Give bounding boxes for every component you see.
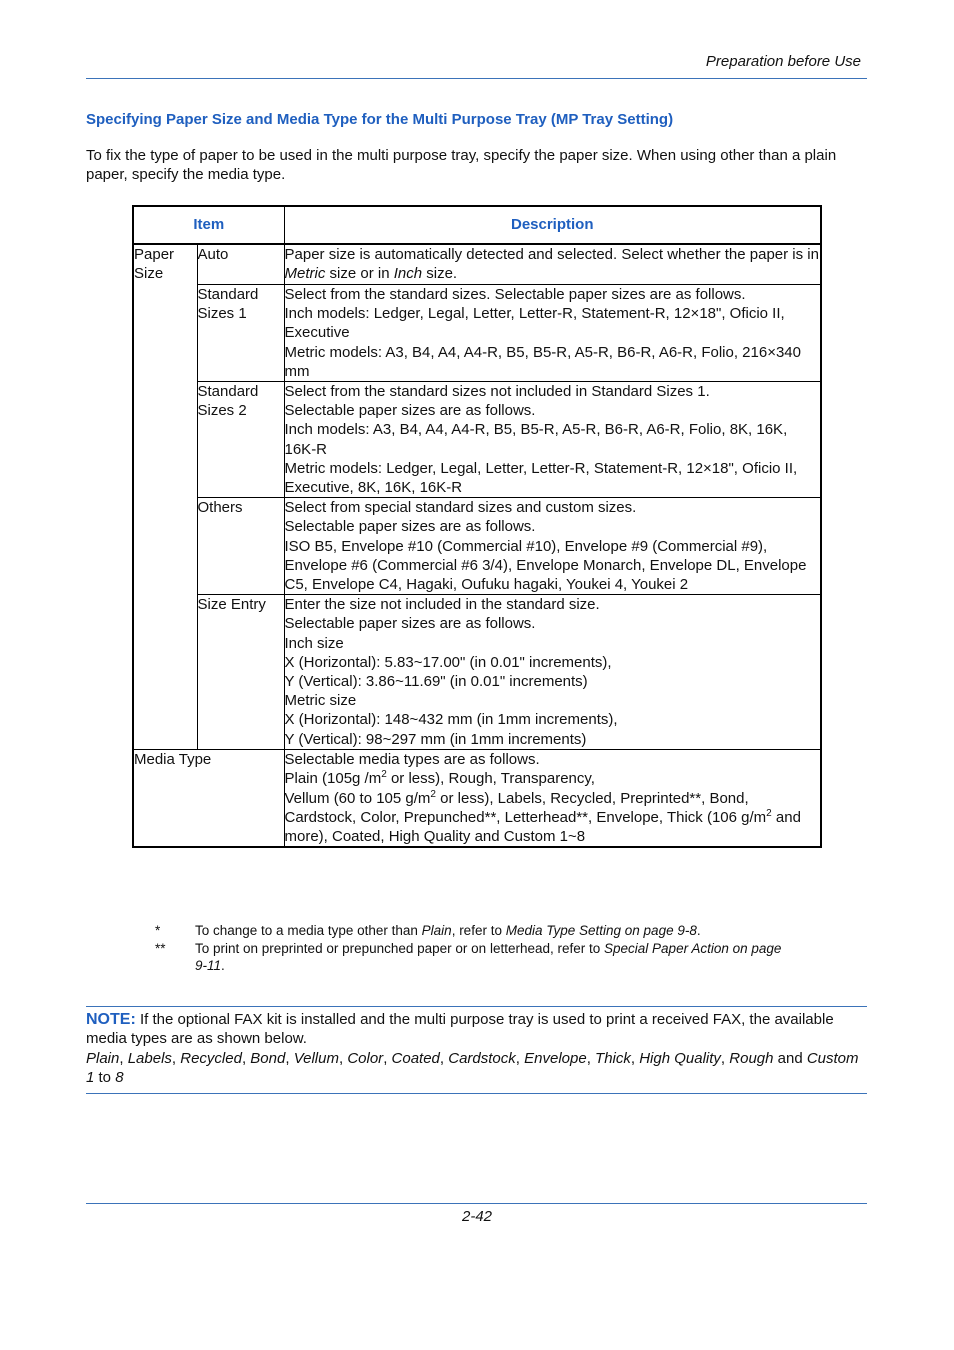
desc-size-entry bbox=[284, 595, 821, 750]
desc-line: Metric size bbox=[284, 692, 357, 710]
media-type: Color bbox=[347, 1049, 384, 1067]
item-label: Media Type bbox=[134, 751, 212, 769]
sep: , bbox=[630, 1049, 640, 1067]
media-type: Bond bbox=[250, 1049, 286, 1067]
media-type: Envelope bbox=[524, 1049, 587, 1067]
item-media-type bbox=[133, 750, 284, 848]
note-label: NOTE: bbox=[86, 1011, 136, 1028]
media-type: Cardstock bbox=[448, 1049, 516, 1067]
table-header-row bbox=[133, 206, 821, 244]
item-label: Auto bbox=[197, 246, 229, 263]
footnote-part: , refer to bbox=[451, 923, 506, 938]
footnote-text bbox=[195, 922, 795, 940]
desc-italic-metric: Metric bbox=[284, 265, 326, 283]
desc-line: Inch models: A3, B4, A4, A4-R, B5, B5-R, A5-R, B6-R, A6-R, Folio, 8K, 16K, 16K-R bbox=[284, 421, 788, 458]
note-paragraph bbox=[86, 1010, 867, 1049]
superscript: 2 bbox=[766, 807, 772, 819]
item-others bbox=[197, 498, 284, 595]
footnote-part: . bbox=[221, 958, 225, 973]
desc-text: Paper size is automatically detected and selected. Select whether the paper is in bbox=[284, 246, 819, 263]
desc-line: Inch size bbox=[284, 634, 344, 652]
sep: , bbox=[720, 1049, 730, 1067]
desc-line: X (Horizontal): 148~432 mm (in 1mm increments), bbox=[284, 711, 618, 729]
desc-line: Selectable paper sizes are as follows. bbox=[284, 518, 536, 536]
desc-auto bbox=[284, 244, 821, 285]
desc-others bbox=[284, 498, 821, 595]
sep: , bbox=[285, 1049, 294, 1067]
footnote-reference: Media Type Setting on page 9-8 bbox=[505, 923, 697, 938]
footnote-part: To print on preprinted or prepunched paper or on letterhead, refer to bbox=[195, 940, 605, 956]
conj: and bbox=[773, 1049, 803, 1067]
settings-table bbox=[132, 205, 822, 848]
item-standard-sizes-2 bbox=[197, 382, 284, 498]
footer-rule bbox=[86, 1203, 867, 1204]
paper-size-label: Paper Size bbox=[134, 246, 175, 283]
desc-text: or less), Labels, Recycled, Preprinted**, Bond, Cardstock, Color, Prepunched**, Letterhead**, Envelope, Thick (106 g/m bbox=[284, 789, 767, 826]
conj: to bbox=[94, 1069, 116, 1087]
media-type: Plain bbox=[86, 1049, 120, 1067]
item-label: Others bbox=[197, 499, 243, 517]
desc-text: and more), Coated, High Quality and Custom 1~8 bbox=[284, 808, 801, 846]
footnote-1 bbox=[148, 922, 795, 940]
page-number: 2-42 bbox=[461, 1208, 493, 1225]
superscript: 2 bbox=[430, 788, 436, 800]
desc-line: Y (Vertical): 3.86~11.69" (in 0.01" increments) bbox=[284, 673, 588, 691]
item-label: Standard Sizes 1 bbox=[197, 286, 259, 323]
media-type: Custom 1 bbox=[86, 1049, 859, 1087]
note-media-list bbox=[86, 1049, 867, 1088]
media-type: Rough bbox=[729, 1049, 774, 1067]
table-row bbox=[133, 498, 821, 595]
note-bottom-rule bbox=[86, 1093, 867, 1094]
sep: , bbox=[383, 1049, 392, 1067]
table-row bbox=[133, 244, 821, 285]
column-header-description: Description bbox=[284, 206, 821, 244]
desc-italic-inch: Inch bbox=[393, 265, 423, 283]
desc-line: ISO B5, Envelope #10 (Commercial #10), Envelope #9 (Commercial #9), Envelope #6 (Commercial #6 3/4), Envelope Monarch, Envelope DL, Envelope C5, Envelope C4, Hagaki, Oufuku hagaki, Youkei 4, Youkei 2 bbox=[284, 537, 807, 594]
superscript: 2 bbox=[381, 769, 387, 781]
desc-line: X (Horizontal): 5.83~17.00" (in 0.01" increments), bbox=[284, 653, 612, 671]
header-title: Preparation before Use bbox=[705, 53, 861, 70]
sep: , bbox=[171, 1049, 181, 1067]
desc-media-type bbox=[284, 750, 821, 848]
desc-line: Selectable paper sizes are as follows. bbox=[284, 402, 536, 420]
sep: , bbox=[586, 1049, 596, 1067]
table-row bbox=[133, 750, 821, 848]
item-standard-sizes-1 bbox=[197, 285, 284, 382]
note-top-rule bbox=[86, 1006, 867, 1007]
footnote-italic: Plain bbox=[421, 923, 452, 938]
desc-line: Metric models: Ledger, Legal, Letter, Letter-R, Statement-R, 12×18", Oficio II, Executive, 8K, 16K, 16K-R bbox=[284, 459, 798, 497]
footnote-mark: ** bbox=[155, 940, 166, 956]
media-type: Thick bbox=[595, 1049, 631, 1067]
sep: , bbox=[515, 1049, 525, 1067]
footnote-2 bbox=[148, 940, 795, 975]
sep: , bbox=[439, 1049, 449, 1067]
note-text: If the optional FAX kit is installed and the multi purpose tray is used to print a received FAX, the available media types are as shown below. bbox=[86, 1011, 834, 1048]
desc-line: Enter the size not included in the standard size. bbox=[284, 596, 600, 614]
desc-line: Select from the standard sizes not included in Standard Sizes 1. bbox=[284, 383, 710, 401]
media-type: Vellum bbox=[293, 1049, 339, 1067]
table-row bbox=[133, 285, 821, 382]
desc-line bbox=[285, 769, 821, 788]
desc-text: Plain (105g /m bbox=[284, 770, 382, 788]
desc-text: Vellum (60 to 105 g/m bbox=[284, 789, 431, 807]
media-type: Coated bbox=[391, 1049, 440, 1067]
row-group-paper-size bbox=[133, 244, 197, 750]
item-label: Standard Sizes 2 bbox=[197, 383, 259, 420]
media-type: Labels bbox=[127, 1049, 172, 1067]
desc-text: size. bbox=[422, 265, 458, 283]
sep: , bbox=[119, 1049, 128, 1067]
note-box bbox=[86, 1010, 867, 1088]
desc-text: size or in bbox=[325, 265, 394, 283]
intro-paragraph: To fix the type of paper to be used in the multi purpose tray, specify the paper size. When using other than a plain paper, specify the media type. bbox=[86, 147, 837, 183]
footnote-reference: Special Paper Action on page 9-11 bbox=[195, 940, 782, 973]
footnote-text bbox=[195, 940, 795, 975]
item-label: Size Entry bbox=[197, 596, 266, 614]
footnote-mark: * bbox=[155, 923, 161, 938]
desc-line bbox=[285, 789, 821, 847]
footnote-part: To change to a media type other than bbox=[195, 923, 422, 938]
column-header-item: Item bbox=[133, 206, 284, 244]
desc-standard-sizes-2 bbox=[284, 382, 821, 498]
desc-line: Select from special standard sizes and custom sizes. bbox=[284, 499, 637, 517]
desc-line: Metric models: A3, B4, A4, A4-R, B5, B5-R, A5-R, B6-R, A6-R, Folio, 216×340 mm bbox=[284, 343, 801, 380]
sep: , bbox=[338, 1049, 348, 1067]
desc-line: Inch models: Ledger, Legal, Letter, Letter-R, Statement-R, 12×18", Oficio II, Executive bbox=[284, 305, 785, 342]
media-type: 8 bbox=[115, 1069, 124, 1087]
footnote-part: . bbox=[696, 923, 701, 938]
desc-line: Selectable paper sizes are as follows. bbox=[284, 615, 536, 633]
table-row bbox=[133, 595, 821, 750]
desc-standard-sizes-1 bbox=[284, 285, 821, 382]
media-type: High Quality bbox=[639, 1049, 721, 1067]
sep: , bbox=[241, 1049, 251, 1067]
desc-line: Select from the standard sizes. Selectable paper sizes are as follows. bbox=[284, 286, 746, 303]
table-row bbox=[133, 382, 821, 498]
section-title: Specifying Paper Size and Media Type for the Multi Purpose Tray (MP Tray Setting) bbox=[86, 111, 674, 128]
desc-text: or less), Rough, Transparency, bbox=[386, 770, 595, 788]
media-type: Recycled bbox=[180, 1049, 242, 1067]
item-auto bbox=[197, 244, 284, 285]
item-size-entry bbox=[197, 595, 284, 750]
desc-line: Selectable media types are as follows. bbox=[284, 751, 540, 769]
desc-line: Y (Vertical): 98~297 mm (in 1mm increments) bbox=[284, 730, 587, 748]
header-rule bbox=[86, 78, 867, 79]
footnotes bbox=[148, 922, 795, 975]
